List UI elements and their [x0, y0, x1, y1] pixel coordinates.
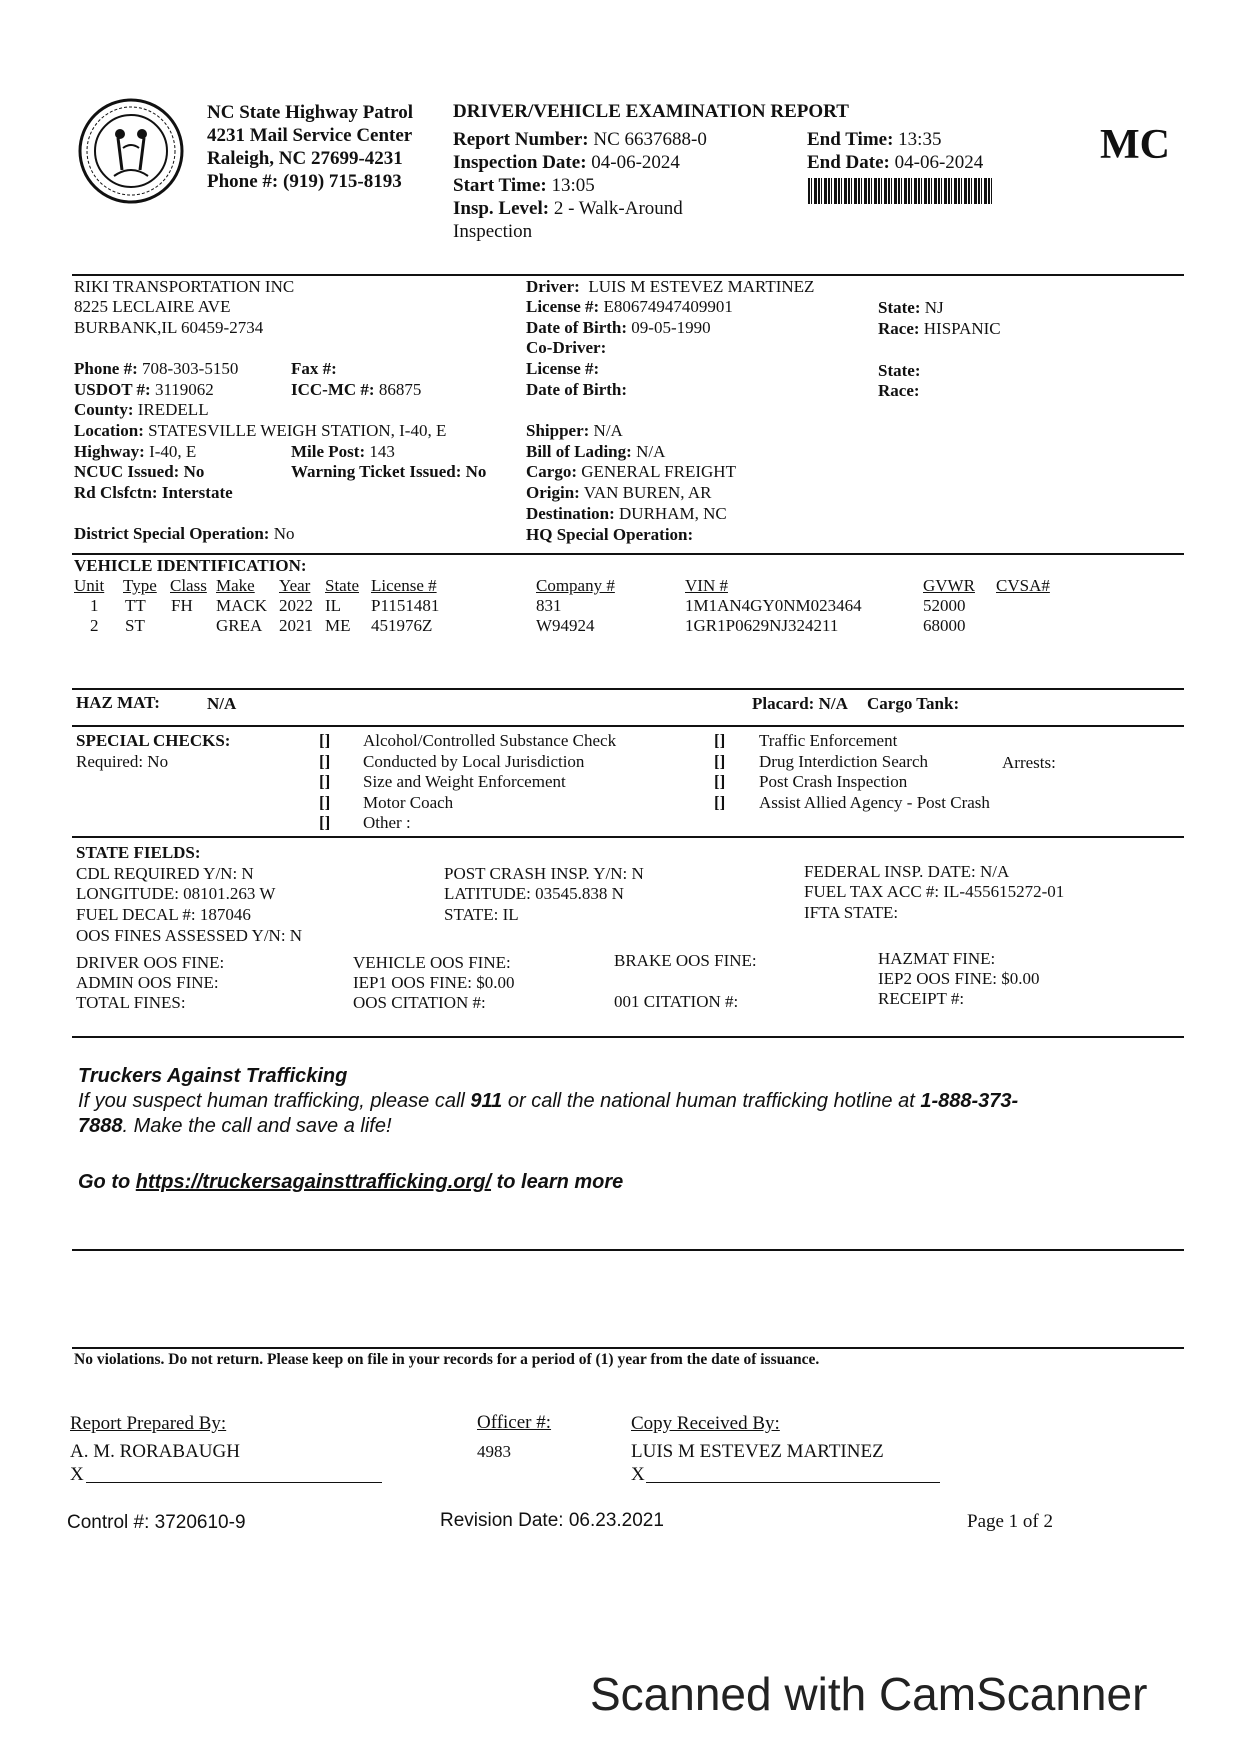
divider: [72, 725, 1184, 727]
special-checks-title: SPECIAL CHECKS:: [76, 731, 231, 750]
signature-line: [86, 1482, 382, 1483]
iep2-oos-fine: IEP2 OOS FINE: $0.00: [878, 969, 1040, 988]
hq-special-op: HQ Special Operation:: [526, 525, 694, 544]
cell-vin: 1M1AN4GY0NM023464: [685, 596, 862, 615]
state-seal: [78, 98, 184, 204]
agency-name: NC State Highway Patrol: [207, 102, 413, 123]
check-traffic: Traffic Enforcement: [759, 731, 898, 750]
tat-title: Truckers Against Trafficking: [78, 1065, 348, 1087]
codriver: Co-Driver:: [526, 338, 607, 357]
prepared-by: A. M. RORABAUGH: [70, 1441, 240, 1462]
vehicle-section-title: VEHICLE IDENTIFICATION:: [74, 556, 307, 575]
divider: [72, 1249, 1184, 1251]
driver-license: License #: E80674947409901: [526, 297, 733, 316]
divider: [72, 836, 1184, 838]
iccmc-number: ICC-MC #: 86875: [291, 380, 422, 399]
federal-insp-date: FEDERAL INSP. DATE: N/A: [804, 862, 1010, 881]
carrier-name: RIKI TRANSPORTATION INC: [74, 277, 295, 296]
ifta-state: IFTA STATE:: [804, 903, 899, 922]
ncuc-issued: NCUC Issued: No: [74, 462, 205, 481]
codriver-dob: Date of Birth:: [526, 380, 628, 399]
signature-line: [646, 1482, 940, 1483]
inspection-level: Insp. Level: 2 - Walk-Around: [453, 198, 683, 219]
cell-unit: 2: [90, 616, 99, 635]
cell-gvwr: 52000: [923, 596, 966, 615]
latitude: LATITUDE: 03545.838 N: [444, 884, 624, 903]
cell-gvwr: 68000: [923, 616, 966, 635]
col-type: Type: [123, 576, 157, 595]
usdot-number: USDOT #: 3119062: [74, 380, 214, 399]
check-size-weight: Size and Weight Enforcement: [363, 772, 566, 791]
report-code: MC: [1100, 122, 1170, 168]
check-drug-interdiction: Drug Interdiction Search: [759, 752, 928, 771]
carrier-street: 8225 LECLAIRE AVE: [74, 297, 231, 316]
camscanner-watermark: Scanned with CamScanner: [590, 1668, 1148, 1720]
divider: [72, 688, 1184, 690]
cell-year: 2022: [279, 596, 313, 615]
citation-001: 001 CITATION #:: [614, 992, 739, 1011]
driver-race: Race: HISPANIC: [878, 319, 1001, 338]
col-license: License #: [371, 576, 437, 595]
special-checks-required: Required: No: [76, 752, 169, 771]
brake-oos-fine: BRAKE OOS FINE:: [614, 951, 757, 970]
col-company: Company #: [536, 576, 615, 595]
cell-vin: 1GR1P0629NJ324211: [685, 616, 839, 635]
agency-address1: 4231 Mail Service Center: [207, 125, 413, 146]
cell-type: TT: [125, 596, 146, 615]
codriver-race: Race:: [878, 381, 920, 400]
driver-dob: Date of Birth: 09-05-1990: [526, 318, 711, 337]
checkbox: []: [714, 731, 726, 750]
tat-message-line2: 7888. Make the call and save a life!: [78, 1115, 392, 1137]
check-local-jurisdiction: Conducted by Local Jurisdiction: [363, 752, 585, 771]
checkbox: []: [319, 731, 331, 750]
hazmat-value: N/A: [207, 694, 237, 713]
received-by: LUIS M ESTEVEZ MARTINEZ: [631, 1441, 884, 1462]
carrier-phone: Phone #: 708-303-5150: [74, 359, 239, 378]
prepared-by-label: Report Prepared By:: [70, 1413, 227, 1434]
report-number: Report Number: NC 6637688-0: [453, 129, 707, 150]
total-fines: TOTAL FINES:: [76, 993, 186, 1012]
highway: Highway: I-40, E: [74, 442, 197, 461]
codriver-state: State:: [878, 361, 921, 380]
col-make: Make: [216, 576, 255, 595]
divider: [72, 1347, 1184, 1349]
officer-label: Officer #:: [477, 1412, 552, 1433]
receipt-number: RECEIPT #:: [878, 989, 965, 1008]
col-vin: VIN #: [685, 576, 728, 595]
barcode: [808, 178, 994, 204]
iep1-oos-fine: IEP1 OOS FINE: $0.00: [353, 973, 515, 992]
hazmat-fine: HAZMAT FINE:: [878, 949, 996, 968]
driver-oos-fine: DRIVER OOS FINE:: [76, 953, 225, 972]
state-field-state: STATE: IL: [444, 905, 519, 924]
no-violations-notice: No violations. Do not return. Please keep on file in your records for a period of (1) year from the date of issuance.: [74, 1351, 820, 1368]
col-cvsa: CVSA#: [996, 576, 1050, 595]
carrier-fax: Fax #:: [291, 359, 337, 378]
control-number: Control #: 3720610-9: [67, 1512, 246, 1533]
longitude: LONGITUDE: 08101.263 W: [76, 884, 276, 903]
hazmat-label: HAZ MAT:: [76, 693, 160, 712]
tat-message-line1: If you suspect human trafficking, please call 911 or call the national human trafficking hotline at 1-888-373-: [78, 1090, 1019, 1112]
check-motor-coach: Motor Coach: [363, 793, 454, 812]
driver-name: Driver: LUIS M ESTEVEZ MARTINEZ: [526, 277, 815, 296]
bill-of-lading: Bill of Lading: N/A: [526, 442, 666, 461]
received-by-label: Copy Received By:: [631, 1413, 780, 1434]
arrests: Arrests:: [1002, 753, 1056, 772]
placard: Placard: N/A: [752, 694, 848, 713]
post-crash-insp: POST CRASH INSP. Y/N: N: [444, 864, 644, 883]
checkbox: []: [714, 793, 726, 812]
cell-make: GREA: [216, 616, 263, 635]
cell-company: 831: [536, 596, 562, 615]
col-gvwr: GVWR: [923, 576, 975, 595]
vehicle-oos-fine: VEHICLE OOS FINE:: [353, 953, 511, 972]
driver-state: State: NJ: [878, 298, 944, 317]
cell-unit: 1: [90, 596, 99, 615]
mile-post: Mile Post: 143: [291, 442, 395, 461]
state-fields-title: STATE FIELDS:: [76, 843, 201, 862]
checkbox: []: [319, 752, 331, 771]
col-state: State: [325, 576, 359, 595]
district-special-op: District Special Operation: No: [74, 524, 295, 543]
cdl-required: CDL REQUIRED Y/N: N: [76, 864, 254, 883]
end-time: End Time: 13:35: [807, 129, 942, 150]
cell-company: W94924: [536, 616, 595, 635]
col-class: Class: [170, 576, 207, 595]
destination: Destination: DURHAM, NC: [526, 504, 727, 523]
checkbox: []: [714, 752, 726, 771]
cell-state: IL: [325, 596, 342, 615]
checkbox: []: [319, 793, 331, 812]
revision-date: Revision Date: 06.23.2021: [440, 1510, 664, 1531]
cell-make: MACK: [216, 596, 268, 615]
end-date: End Date: 04-06-2024: [807, 152, 984, 173]
fuel-decal: FUEL DECAL #: 187046: [76, 905, 251, 924]
received-signature-x: X: [631, 1464, 645, 1485]
divider: [72, 1036, 1184, 1038]
inspection-date: Inspection Date: 04-06-2024: [453, 152, 680, 173]
carrier-city: BURBANK,IL 60459-2734: [74, 318, 264, 337]
inspection-level-cont: Inspection: [453, 221, 533, 242]
agency-phone: Phone #: (919) 715-8193: [207, 171, 402, 192]
warning-ticket: Warning Ticket Issued: No: [291, 462, 487, 481]
oos-fines-assessed: OOS FINES ASSESSED Y/N: N: [76, 926, 303, 945]
page-number: Page 1 of 2: [967, 1511, 1054, 1532]
check-post-crash: Post Crash Inspection: [759, 772, 908, 791]
oos-citation: OOS CITATION #:: [353, 993, 486, 1012]
codriver-license: License #:: [526, 359, 600, 378]
cargo-tank: Cargo Tank:: [867, 694, 960, 713]
cell-license: P1151481: [371, 596, 440, 615]
county: County: IREDELL: [74, 400, 209, 419]
col-year: Year: [279, 576, 311, 595]
cargo: Cargo: GENERAL FREIGHT: [526, 462, 736, 481]
check-assist-agency: Assist Allied Agency - Post Crash: [759, 793, 990, 812]
cell-class: FH: [171, 596, 193, 615]
checkbox: []: [714, 772, 726, 791]
cell-type: ST: [125, 616, 145, 635]
cell-year: 2021: [279, 616, 313, 635]
fuel-tax-acc: FUEL TAX ACC #: IL-455615272-01: [804, 882, 1065, 901]
road-classification: Rd Clsfctn: Interstate: [74, 483, 233, 502]
tat-link[interactable]: https://truckersagainsttrafficking.org/: [135, 1171, 492, 1193]
cell-state: ME: [325, 616, 351, 635]
start-time: Start Time: 13:05: [453, 175, 595, 196]
col-unit: Unit: [74, 576, 105, 595]
admin-oos-fine: ADMIN OOS FINE:: [76, 973, 219, 992]
tat-learn-more: Go to https://truckersagainsttrafficking.org/ to learn more: [78, 1171, 624, 1193]
shipper: Shipper: N/A: [526, 421, 623, 440]
checkbox: []: [319, 772, 331, 791]
agency-address2: Raleigh, NC 27699-4231: [207, 148, 403, 169]
checkbox: []: [319, 813, 331, 832]
origin: Origin: VAN BUREN, AR: [526, 483, 712, 502]
cell-license: 451976Z: [371, 616, 433, 635]
check-other: Other :: [363, 813, 411, 832]
check-alcohol: Alcohol/Controlled Substance Check: [363, 731, 617, 750]
location: Location: STATESVILLE WEIGH STATION, I-40, E: [74, 421, 447, 440]
report-title: DRIVER/VEHICLE EXAMINATION REPORT: [453, 101, 849, 122]
officer-number: 4983: [477, 1442, 511, 1461]
prepared-signature-x: X: [70, 1464, 84, 1485]
